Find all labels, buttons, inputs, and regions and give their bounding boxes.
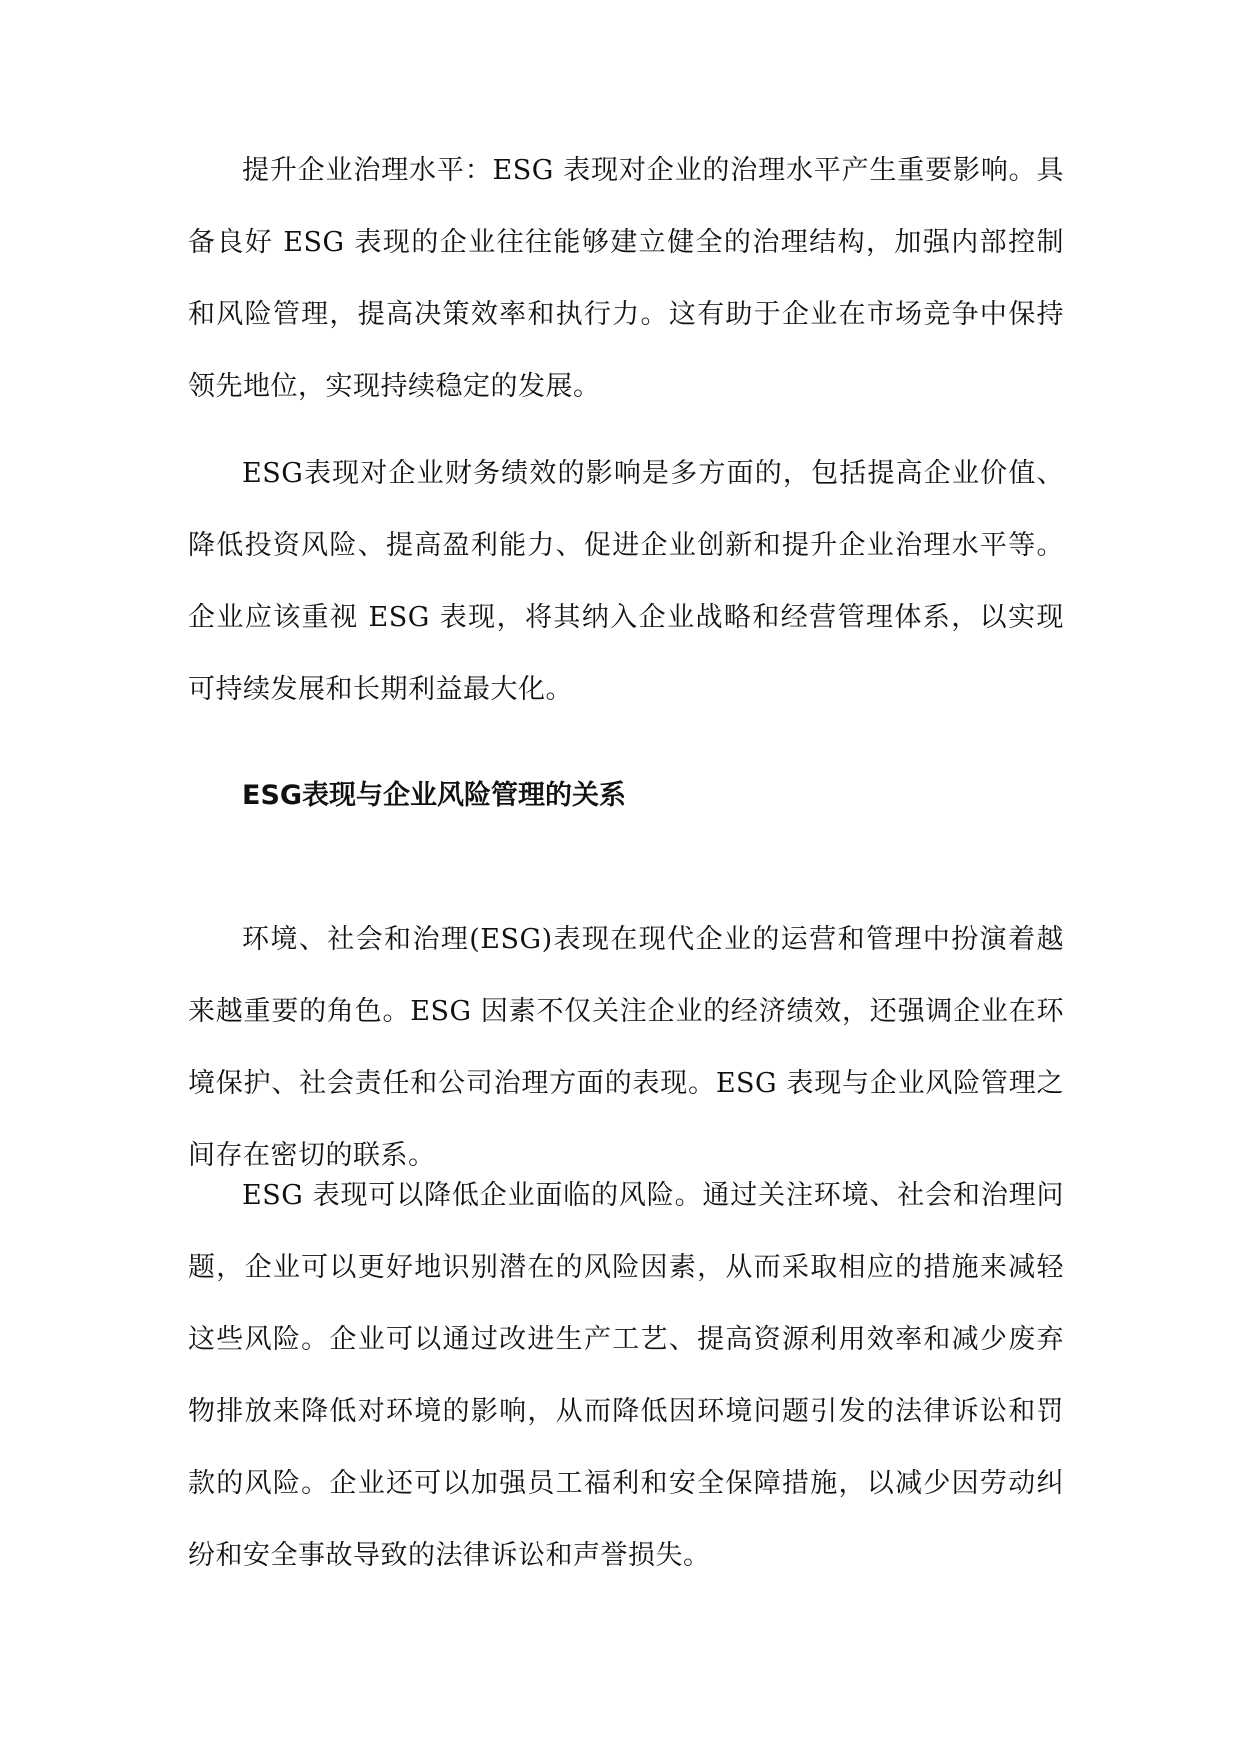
paragraph-financial-summary: ESG表现对企业财务绩效的影响是多方面的，包括提高企业价值、降低投资风险、提高盈利能力、促进企业创新和提升企业治理水平等。企业应该重视 ESG 表现，将其纳入企业战略和经营管理体系，以实现可持续发展和长期利益最大化。 <box>188 458 1064 705</box>
section-heading: ESG表现与企业风险管理的关系 <box>242 780 627 811</box>
paragraph-risk-reduction: ESG 表现可以降低企业面临的风险。通过关注环境、社会和治理问题，企业可以更好地识别潜在的风险因素，从而采取相应的措施来减轻这些风险。企业可以通过改进生产工艺、提高资源利用效率和减少废弃物排放来降低对环境的影响，从而降低因环境问题引发的法律诉讼和罚款的风险。企业还可以加强员工福利和安全保障措施，以减少因劳动纠纷和安全事故导致的法律诉讼和声誉损失。 <box>188 1180 1064 1571</box>
paragraph-esg-intro: 环境、社会和治理(ESG)表现在现代企业的运营和管理中扮演着越来越重要的角色。ESG 因素不仅关注企业的经济绩效，还强调企业在环境保护、社会责任和公司治理方面的表现。ESG 表现与企业风险管理之间存在密切的联系。 <box>188 924 1064 1171</box>
paragraph-governance: 提升企业治理水平：ESG 表现对企业的治理水平产生重要影响。具备良好 ESG 表现的企业往往能够建立健全的治理结构，加强内部控制和风险管理，提高决策效率和执行力。这有助于企业在市场竞争中保持领先地位，实现持续稳定的发展。 <box>188 155 1064 402</box>
